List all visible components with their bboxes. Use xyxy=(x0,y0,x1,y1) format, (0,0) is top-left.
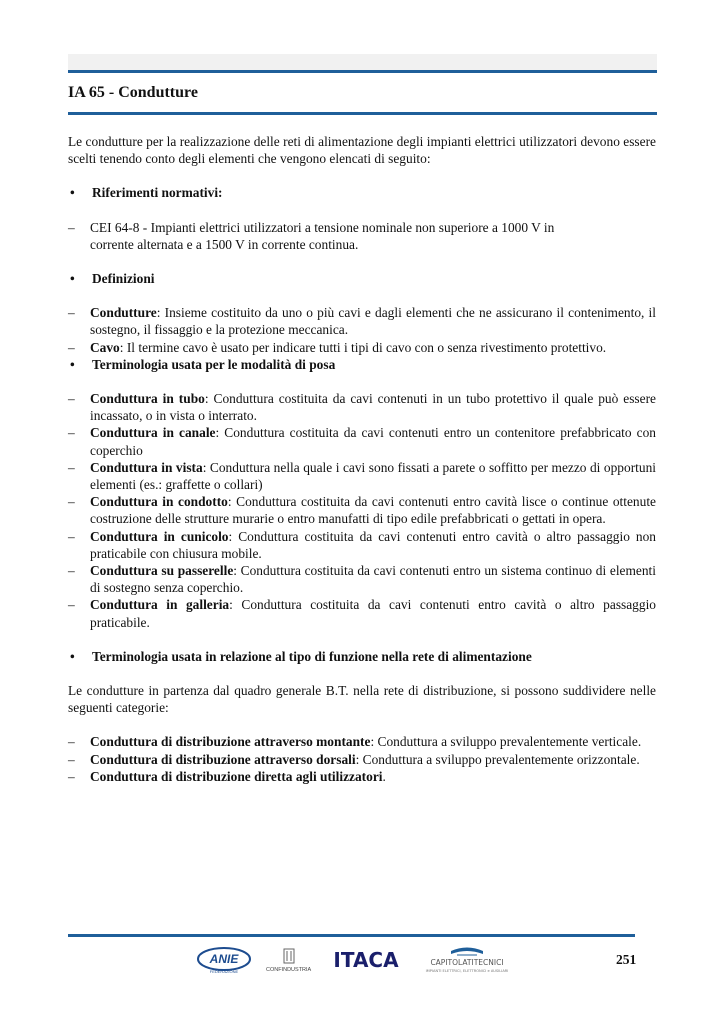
confindustria-emblem-icon xyxy=(281,947,297,967)
title-rule xyxy=(68,112,657,115)
footer-rule xyxy=(68,934,635,937)
term: Conduttura di distribuzione attraverso montante xyxy=(90,734,371,750)
bullet-mark: • xyxy=(70,648,75,664)
term: Conduttura di distribuzione diretta agli utilizzatori xyxy=(90,768,383,784)
reference-line-2: corrente alternata e a 1500 V in corrente continua. xyxy=(90,236,359,252)
definition: : Conduttura costituita da cavi contenuti entro cavità lisce o continue ottenute costruzione delle strutture murarie o entro manufatti di tipo edile prefabbricati o gettati in opera. xyxy=(90,494,656,527)
definition: : Conduttura costituita da cavi contenuti in un tubo protettivo il quale può essere incassato, o in vista o interrato. xyxy=(90,391,656,424)
functions-intro-paragraph: Le condutture in partenza dal quadro generale B.T. nella rete di distribuzione, si possono suddividere nelle seguenti categorie: xyxy=(68,683,656,716)
dash-mark: – xyxy=(68,425,75,441)
svg-text:FEDERAZIONE: FEDERAZIONE xyxy=(209,969,239,974)
dash-mark: – xyxy=(68,528,75,544)
top-rule xyxy=(68,70,657,73)
bullet-mark: • xyxy=(70,356,75,372)
dash-mark: – xyxy=(68,305,75,321)
heading-text: Terminologia usata in relazione al tipo di funzione nella rete di alimentazione xyxy=(92,648,532,664)
page-number: 251 xyxy=(616,952,637,967)
itaca-logo xyxy=(325,949,407,971)
list-item xyxy=(68,219,656,253)
definition: : Conduttura costituita da cavi contenuti entro cavità o altro passaggio non praticabile con chiusura mobile. xyxy=(90,528,656,561)
term: Condutture xyxy=(90,305,157,321)
definition: : Insieme costituito da uno o più cavi e dagli elementi che ne assicurano il contenimento, il sostegno, il fissaggio e la protezione meccanica. xyxy=(90,305,656,338)
bullet-mark: • xyxy=(70,271,75,287)
definition: : Il termine cavo è usato per indicare tutti i tipi di cavo con o senza rivestimento protettivo. xyxy=(119,339,607,355)
dash-mark: – xyxy=(68,563,75,579)
heading-text: Riferimenti normativi: xyxy=(92,185,223,201)
list-item xyxy=(68,768,656,785)
capitolati-logo-icon xyxy=(421,945,513,975)
definition: . xyxy=(382,768,386,784)
definition: : Conduttura a sviluppo prevalentemente orizzontale. xyxy=(355,751,640,767)
term: Cavo xyxy=(90,339,120,355)
definition: : Conduttura nella quale i cavi sono fissati a parete o soffitto per mezzo di opportuni elementi (es.: graffette o collari) xyxy=(90,459,656,493)
term: Conduttura in condotto xyxy=(90,494,228,510)
list-item xyxy=(68,562,656,596)
anie-logo-icon xyxy=(196,945,252,975)
dash-mark: – xyxy=(68,494,75,510)
list-item xyxy=(68,493,656,527)
term: Conduttura in cunicolo xyxy=(90,528,229,544)
term: Conduttura in galleria xyxy=(90,597,230,613)
svg-text:CAPITOLATITECNICI: CAPITOLATITECNICI xyxy=(430,958,504,967)
heading-text: Terminologia usata per le modalità di posa xyxy=(92,356,336,372)
itaca-logo-icon xyxy=(325,949,407,971)
intro-paragraph: Le condutture per la realizzazione delle reti di alimentazione degli impianti elettrici utilizzatori devono essere scelti tenendo conto degli elementi che vengono elencati di seguito: xyxy=(68,134,656,167)
list-item xyxy=(68,751,656,768)
capitolati-tecnici-logo xyxy=(421,945,513,975)
definition: : Conduttura costituita da cavi contenuti entro un sistema continuo di elementi di sostegno senza coperchio. xyxy=(90,563,656,596)
heading-text: Definizioni xyxy=(92,271,155,287)
page-title: IA 65 - Condutture xyxy=(68,84,198,101)
definition: : Conduttura costituita da cavi contenuti entro un contenitore prefabbricato con coperchio xyxy=(90,425,656,458)
dash-mark: – xyxy=(68,219,75,235)
term: Conduttura su passerelle xyxy=(90,563,234,579)
confindustria-logo xyxy=(266,947,311,973)
svg-text:ITACA: ITACA xyxy=(333,949,399,971)
list-item xyxy=(68,304,656,338)
list-item xyxy=(68,459,656,493)
svg-text:ANIE: ANIE xyxy=(209,952,239,966)
definition: : Conduttura a sviluppo prevalentemente verticale. xyxy=(370,734,642,750)
list-item xyxy=(68,528,656,562)
term: Conduttura in vista xyxy=(90,459,203,475)
dash-mark: – xyxy=(68,459,75,475)
bullet-mark: • xyxy=(70,185,75,201)
dash-mark: – xyxy=(68,734,75,750)
section-heading-definizioni xyxy=(68,270,656,287)
list-item xyxy=(68,596,656,630)
section-heading-funzione xyxy=(68,648,656,665)
dash-mark: – xyxy=(68,339,75,355)
dash-mark: – xyxy=(68,751,75,767)
section-heading-riferimenti xyxy=(68,184,656,201)
term: Conduttura di distribuzione attraverso dorsali xyxy=(90,751,356,767)
list-item xyxy=(68,733,656,750)
document-body xyxy=(68,133,656,785)
dash-mark: – xyxy=(68,768,75,784)
term: Conduttura in tubo xyxy=(90,391,205,407)
list-item xyxy=(68,424,656,458)
confindustria-label: CONFINDUSTRIA xyxy=(266,967,312,973)
footer-logos xyxy=(196,942,527,978)
anie-logo xyxy=(196,945,252,975)
dash-mark: – xyxy=(68,597,75,613)
definition: : Conduttura costituita da cavi contenuti entro cavità o altro passaggio praticabile. xyxy=(90,597,656,630)
list-item xyxy=(68,390,656,424)
section-heading-posa xyxy=(68,356,656,373)
list-item xyxy=(68,339,656,356)
dash-mark: – xyxy=(68,391,75,407)
svg-text:IMPIANTI ELETTRICI, ELETTRONIC: IMPIANTI ELETTRICI, ELETTRONICI e AUSILIARI xyxy=(425,969,509,973)
term: Conduttura in canale xyxy=(90,425,216,441)
reference-line-1: CEI 64-8 - Impianti elettrici utilizzatori a tensione nominale non superiore a 1000 V in xyxy=(90,219,555,235)
header-band xyxy=(68,54,657,70)
